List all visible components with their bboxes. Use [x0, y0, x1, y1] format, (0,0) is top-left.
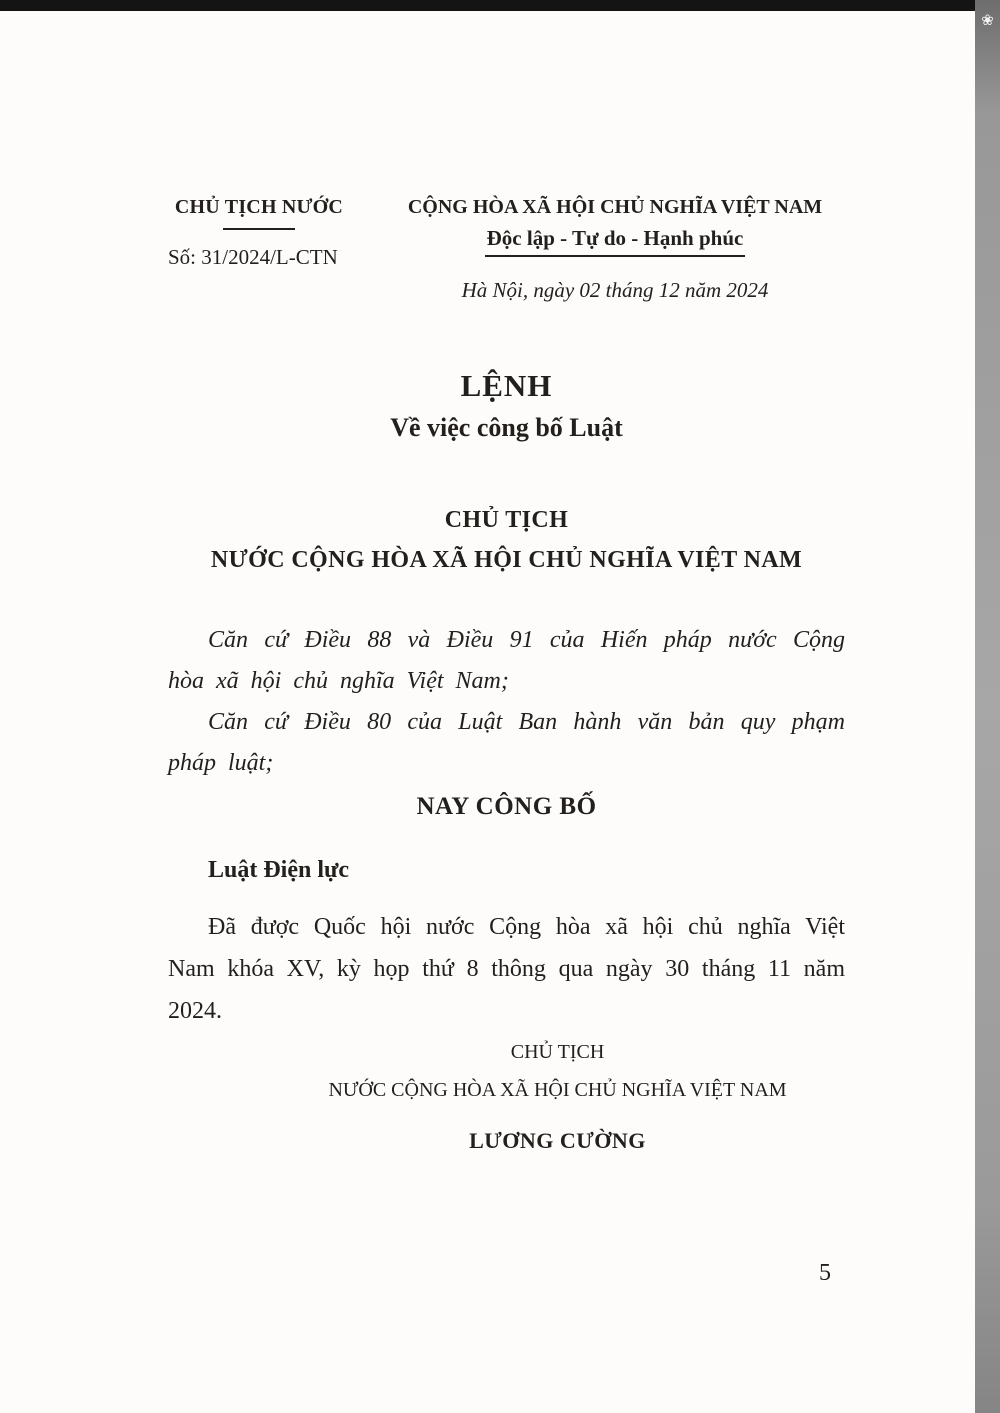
issuer-line-1: CHỦ TỊCH: [444, 507, 569, 533]
body-block: [168, 906, 845, 1032]
document-title: LỆNH: [460, 368, 553, 403]
document-title-block: [168, 368, 845, 443]
issuer-line-2: NƯỚC CỘNG HÒA XÃ HỘI CHỦ NGHĨA VIỆT NAM: [210, 547, 803, 573]
proclamation: NAY CÔNG BỐ: [416, 793, 597, 820]
page-top-edge: [0, 0, 1000, 11]
issuer-block: [168, 500, 845, 580]
document-number: Số: 31/2024/L-CTN: [168, 245, 338, 269]
signature-title-1: CHỦ TỊCH: [510, 1041, 605, 1063]
preamble-block: [168, 620, 845, 784]
signature-title-2: NƯỚC CỘNG HÒA XÃ HỘI CHỦ NGHĨA VIỆT NAM: [328, 1079, 787, 1101]
issuing-authority: CHỦ TỊCH NƯỚC: [174, 196, 344, 218]
header-left-rule: [223, 228, 295, 230]
dateline: Hà Nội, ngày 02 tháng 12 năm 2024: [461, 278, 769, 302]
national-title: CỘNG HÒA XÃ HỘI CHỦ NGHĨA VIỆT NAM: [407, 196, 823, 218]
page-number: 5: [819, 1260, 831, 1286]
signer-name: LƯƠNG CƯỜNG: [469, 1128, 646, 1153]
preamble-paragraph: Căn cứ Điều 80 của Luật Ban hành văn bản quy phạm pháp luật;: [168, 709, 845, 776]
header-left-block: [168, 196, 350, 270]
document-subtitle: Về việc công bố Luật: [390, 413, 623, 442]
header-right-block: [392, 196, 838, 303]
flower-icon: ❀: [981, 11, 994, 29]
law-name: Luật Điện lực: [208, 857, 350, 883]
page-right-edge: [975, 0, 1000, 1413]
body-paragraph: Đã được Quốc hội nước Cộng hòa xã hội chủ nghĩa Việt Nam khóa XV, kỳ họp thứ 8 thông qua ngày 30 tháng 11 năm 2024.: [168, 914, 845, 1024]
national-motto: Độc lập - Tự do - Hạnh phúc: [485, 226, 746, 257]
signature-block: [270, 1033, 845, 1160]
preamble-paragraph: Căn cứ Điều 88 và Điều 91 của Hiến pháp nước Cộng hòa xã hội chủ nghĩa Việt Nam;: [168, 627, 845, 694]
